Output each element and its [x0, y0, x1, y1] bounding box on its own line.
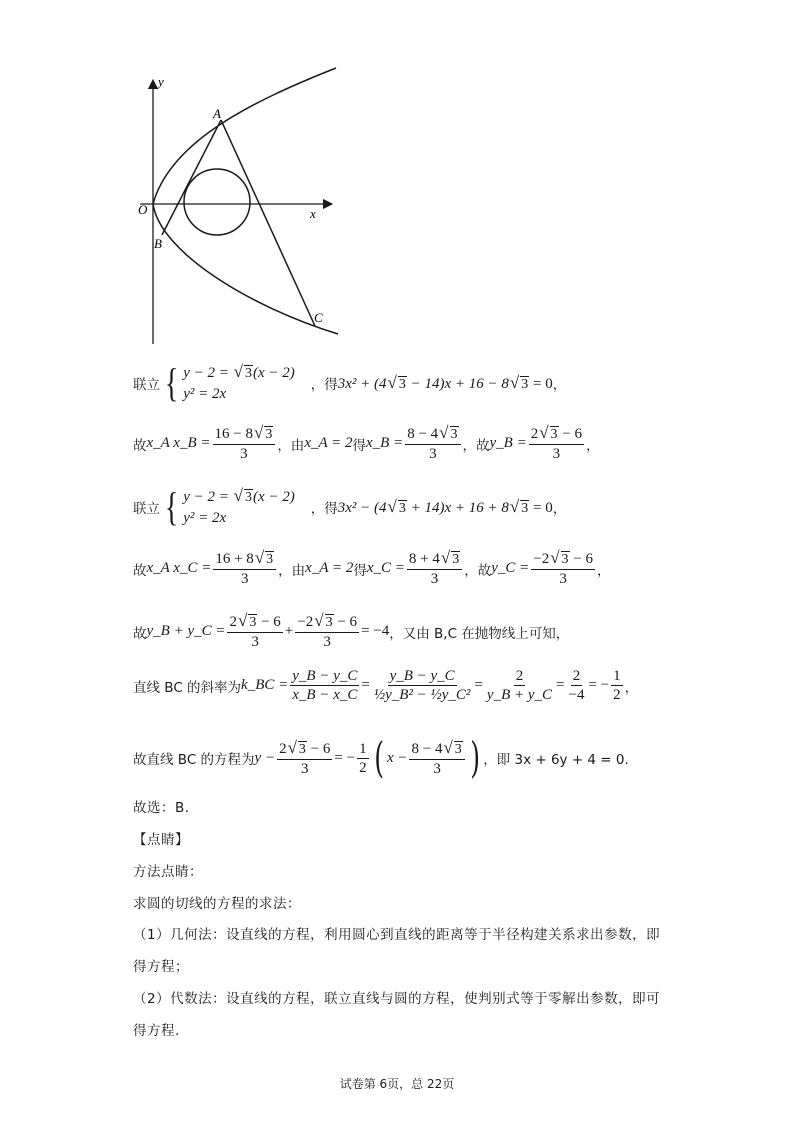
- line1-result: 3x² + (4√ 3 − 14)x + 16 − 8√ 3 = 0: [337, 373, 553, 392]
- line2-frac-2: $\frac{8 - 4√ 3}{3}$: [405, 425, 460, 462]
- line4-frac-2: $\frac{8 + 4√ 3}{3}$: [407, 550, 462, 587]
- origin-label: O: [138, 202, 148, 217]
- line7-frac-2: $\frac{1}{2}$: [359, 740, 367, 776]
- line6-frac-3: $\frac{2}{y\_B + y\_C}$: [486, 668, 553, 703]
- method-intro: 求圆的切线的方程的求法：: [133, 896, 301, 912]
- line-ac: [221, 120, 315, 326]
- comment-title: 【点睛】: [133, 832, 189, 848]
- line7-frac-1: $\frac{2√ 3 - 6}{3}$: [279, 737, 331, 777]
- equation-line-3: 联立 { y − 2 = √ 3(x − 2) y² = 2x ，得 3x² − (4√ 3 + 14)x + 16 + 8√ 3 = 0 ，: [133, 484, 567, 529]
- parabola-figure: [110, 62, 350, 352]
- method-1-line-1: （1）几何法：设直线的方程，利用圆心到直线的距离等于半径构建关系求出参数，即: [133, 927, 661, 943]
- line6-frac-5: $\frac{1}{2}$: [613, 668, 621, 703]
- method-title: 方法点睛：: [133, 864, 203, 880]
- line-ab: [162, 120, 221, 235]
- point-a-label: A: [213, 106, 221, 121]
- line6-frac-4: $\frac{2}{-4}$: [568, 668, 585, 703]
- line5-frac-2: $\frac{-2√ 3 - 6}{3}$: [297, 611, 358, 650]
- line1-system: { y − 2 = √ 3(x − 2) y² = 2x: [164, 360, 295, 405]
- answer-line: 故选：B.: [133, 800, 190, 816]
- method-2-line-2: 得方程.: [133, 1023, 180, 1039]
- line4-frac-1: $\frac{16 + 8√ 3}{3}$: [213, 550, 276, 587]
- line1-prefix: 联立: [133, 377, 160, 393]
- line4-frac-3: $\frac{-2√ 3 - 6}{3}$: [533, 548, 594, 587]
- line6-frac-2: $\frac{y\_B - y\_C}{\text{½y\_B² − ½y\_C²}}$: [373, 668, 471, 703]
- equation-line-4: 故 x_A x_C = $\frac{16 + 8√ 3}{3}$ ，由 x_A = 2 得 x_C = $\frac{8 + 4√ 3}{3}$ ，故 y_C = $\frac{-2√ 3 - 6}{3}$ ，: [133, 548, 611, 587]
- line2-frac-3: $\frac{2√ 3 - 6}{3}$: [530, 423, 583, 462]
- line2-frac-1: $\frac{16 - 8√ 3}{3}$: [213, 425, 276, 462]
- page-footer: 试卷第 6页，总 22页: [339, 1077, 455, 1091]
- x-axis-label: x: [310, 206, 316, 221]
- line7-frac-3: $\frac{8 - 4√ 3}{3}$: [409, 740, 464, 777]
- method-1-line-2: 得方程；: [133, 959, 189, 975]
- inscribed-circle: [184, 169, 250, 235]
- method-2-line-1: （2）代数法：设直线的方程，联立直线与圆的方程，使判别式等于零解出参数，即可: [133, 991, 661, 1007]
- equation-line-7: 故直线 BC 的方程为 y − $\frac{2√ 3 - 6}{3}$ = − $\frac{1}{2}$ ( x − $\frac{8 - 4√ 3}{3}$ ) ，即 3x + 6y + 4 = 0.: [133, 733, 629, 782]
- equation-line-5: 故 y_B + y_C = $\frac{2√ 3 - 6}{3}$ + $\frac{-2√ 3 - 6}{3}$ = −4 ，又由 B,C 在抛物线上可知，: [133, 611, 570, 650]
- point-b-label: B: [154, 236, 162, 251]
- equation-line-1: 联立 { y − 2 = √ 3(x − 2) y² = 2x ，得 3x² + (4√ 3 − 14)x + 16 − 8√ 3 = 0 ，: [133, 360, 567, 405]
- line6-frac-1: $\frac{y\_B - y\_C}{x\_B - x\_C}$: [292, 668, 358, 703]
- line5-frac-1: $\frac{2√ 3 - 6}{3}$: [229, 611, 281, 650]
- equation-line-2: 故 x_A x_B = $\frac{16 - 8√ 3}{3}$ ，由 x_A = 2 得 x_B = $\frac{8 - 4√ 3}{3}$ ，故 y_B = $\frac{2√ 3 - 6}{3}$ ，: [133, 423, 600, 462]
- y-axis-label: y: [158, 74, 164, 89]
- point-c-label: C: [314, 310, 323, 325]
- equation-line-6: 直线 BC 的斜率为 k_BC = $\frac{y\_B - y\_C}{x\_B - x\_C}$ = $\frac{y\_B - y\_C}{\text{½y\_B² − ½y\_C²}}$ = $\frac{2}{y\_B + y\_C}$ = $\frac{2}{-4}$ = − $\frac{1}{2}$ ，: [133, 668, 639, 703]
- line3-system: { y − 2 = √ 3(x − 2) y² = 2x: [164, 484, 295, 529]
- line3-result: 3x² − (4√ 3 + 14)x + 16 + 8√ 3 = 0: [337, 497, 553, 516]
- parabola-curve: [153, 68, 338, 334]
